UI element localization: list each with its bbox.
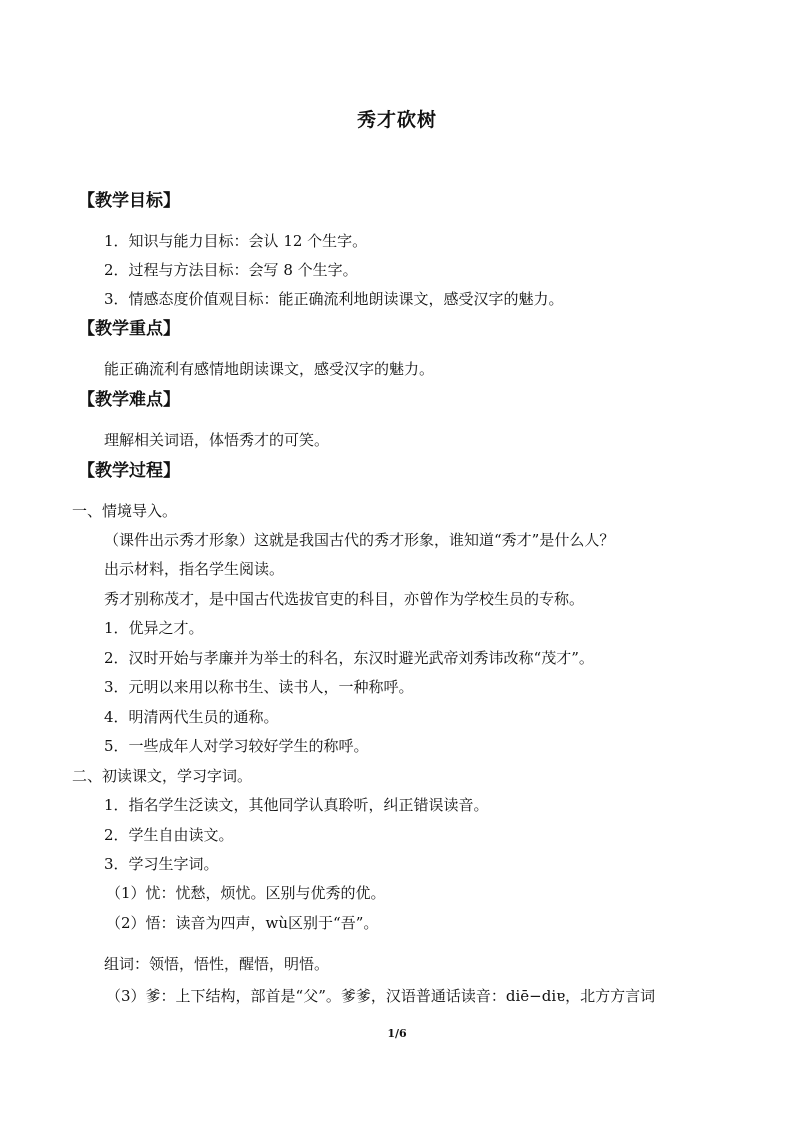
process-part1-title: 一、情境导入。	[72, 502, 178, 520]
part2-last: （3）爹：上下结构，部首是“父”。爹爹，汉语普通话读音：diē−diɐ，北方方言词	[106, 987, 656, 1005]
part2-sub-2: （2）悟：读音为四声，wù区别于“吾”。	[106, 914, 379, 932]
focus-text: 能正确流利有感情地朗读课文，感受汉字的魅力。	[104, 360, 435, 378]
part1-line-1: （课件出示秀才形象）这就是我国古代的秀才形象，谁知道“秀才”是什么人？	[104, 531, 615, 549]
goal-item-1: 1．知识与能力目标：会认 12 个生字。	[104, 232, 368, 250]
process-part2-title: 二、初读课文，学习字词。	[72, 767, 253, 785]
part1-line-2: 出示材料，指名学生阅读。	[104, 560, 285, 578]
section-heading-difficulty: 【教学难点】	[78, 390, 180, 410]
section-heading-process: 【教学过程】	[78, 461, 180, 481]
part2-line-2: 2．学生自由读文。	[104, 826, 234, 844]
part2-sub-1: （1）忧：忧愁，烦忧。区别与优秀的优。	[106, 884, 386, 902]
difficulty-text: 理解相关词语，体悟秀才的可笑。	[104, 431, 330, 449]
goal-item-2: 2．过程与方法目标：会写 8 个生字。	[104, 261, 358, 279]
goal-item-3: 3．情感态度价值观目标：能正确流利地朗读课文，感受汉字的魅力。	[104, 290, 564, 308]
part1-line-6: 3．元明以来用以称书生、读书人，一种称呼。	[104, 678, 414, 696]
page-number: 1/6	[387, 1027, 407, 1040]
part2-line-3: 3．学习生字词。	[104, 855, 219, 873]
part2-zuci: 组词：领悟，悟性，醒悟，明悟。	[104, 955, 330, 973]
section-heading-focus: 【教学重点】	[78, 319, 180, 339]
document-title: 秀才砍树	[356, 109, 437, 131]
part1-line-5: 2．汉时开始与孝廉并为举士的科名，东汉时避光武帝刘秀讳改称“茂才”。	[104, 649, 594, 667]
part1-line-4: 1．优异之才。	[104, 619, 204, 637]
part1-line-3: 秀才别称茂才，是中国古代选拔官吏的科目，亦曾作为学校生员的专称。	[104, 590, 585, 608]
section-heading-goals: 【教学目标】	[78, 191, 180, 211]
part1-line-7: 4．明清两代生员的通称。	[104, 708, 279, 726]
part1-line-8: 5．一些成年人对学习较好学生的称呼。	[104, 737, 369, 755]
part2-line-1: 1．指名学生泛读文，其他同学认真聆听，纠正错误读音。	[104, 796, 489, 814]
